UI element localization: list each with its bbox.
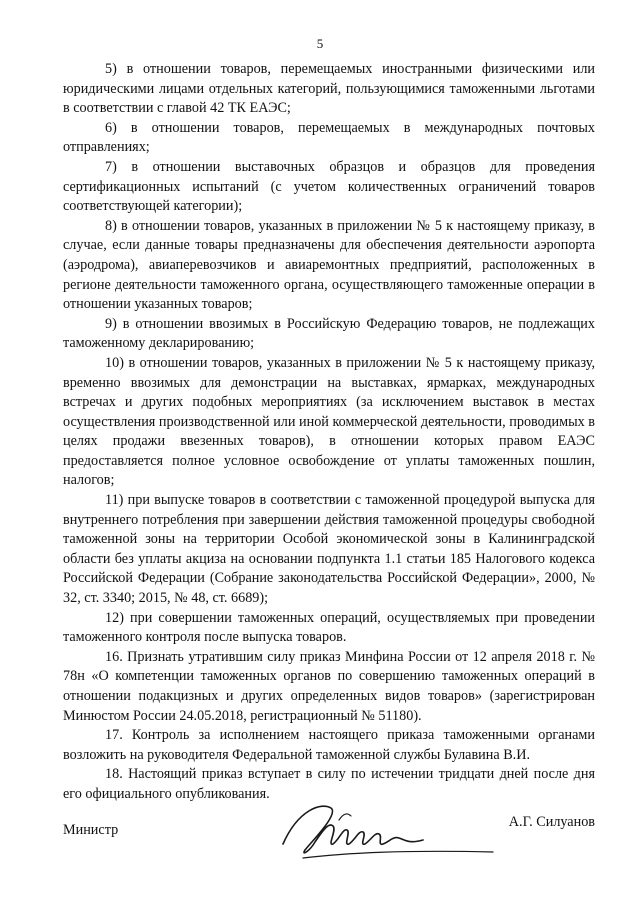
paragraph-item-12: 12) при совершении таможенных операций, осуществляемых при проведении таможенного контроля после выпуска товаров. xyxy=(63,609,595,646)
paragraph-section-18: 18. Настоящий приказ вступает в силу по истечении тридцати дней после дня его официального опубликования. xyxy=(63,766,595,802)
paragraph-section-17: 17. Контроль за исполнением настоящего приказа таможенными органами возложить на руководителя Федеральной таможенной службы Булавина В.И. xyxy=(63,727,595,763)
handwritten-signature xyxy=(243,800,503,868)
paragraph-item-11: 11) при выпуске товаров в соответствии с таможенной процедурой выпуска для внутреннего потребления при завершении действия таможенной процедуры свободной таможенной зоны на территории Особой экономической зоны в Калининградской области без уплаты акциза на основании подпункта 1.1 статьи 185 Налогового кодекса Российской Федерации (Собрание законодательства Российской Федерации», 2000, № 32, ст. 3340; 2015, № 48, ст. 6689); xyxy=(63,492,595,607)
paragraph-item-5: 5) в отношении товаров, перемещаемых иностранными физическими или юридическими лицами отдельных категорий, пользующимися таможенными льготами в соответствии с главой 42 ТК ЕАЭС; xyxy=(63,61,595,117)
paragraph-item-6: 6) в отношении товаров, перемещаемых в международных почтовых отправлениях; xyxy=(63,119,595,156)
paragraph-section-16: 16. Признать утратившим силу приказ Минфина России от 12 апреля 2018 г. № 78н «О компетенции таможенных органов по совершению таможенных операций в отношении подакцизных и других определенных видов товаров» (зарегистрирован Минюстом России 24.05.2018, регистрационный № 51180). xyxy=(63,648,595,724)
signer-name: А.Г. Силуанов xyxy=(508,814,595,830)
paragraph-item-8: 8) в отношении товаров, указанных в приложении № 5 к настоящему приказу, в случае, если данные товары предназначены для обеспечения деятельности аэропорта (аэродрома), авиаперевозчиков и авиаремонтных предприятий, расположенных в регионе деятельности таможенного органа, осуществляющего таможенные операции в отношении указанных товаров; xyxy=(63,217,595,313)
paragraph-item-9: 9) в отношении ввозимых в Российскую Федерацию товаров, не подлежащих таможенному декларированию; xyxy=(63,315,595,352)
paragraph-item-10: 10) в отношении товаров, указанных в приложении № 5 к настоящему приказу, временно ввозимых для демонстрации на выставках, ярмарках, международных встречах и других подобных мероприятиях (за исключением выставок в местах осуществления производственной или иной коммерческой деятельности, проводимых в целях продажи ввезенных товаров), в отношении которых правом ЕАЭС предоставляется полное условное освобождение от уплаты таможенных пошлин, налогов; xyxy=(63,354,595,489)
page-number: 5 xyxy=(316,36,324,51)
signer-title: Министр xyxy=(63,822,119,838)
paragraph-item-7: 7) в отношении выставочных образцов и образцов для проведения сертификационных испытаний (с учетом количественных ограничений товаров соответствующей категории); xyxy=(63,158,595,215)
document-body xyxy=(63,60,595,805)
signature-block xyxy=(63,800,595,870)
